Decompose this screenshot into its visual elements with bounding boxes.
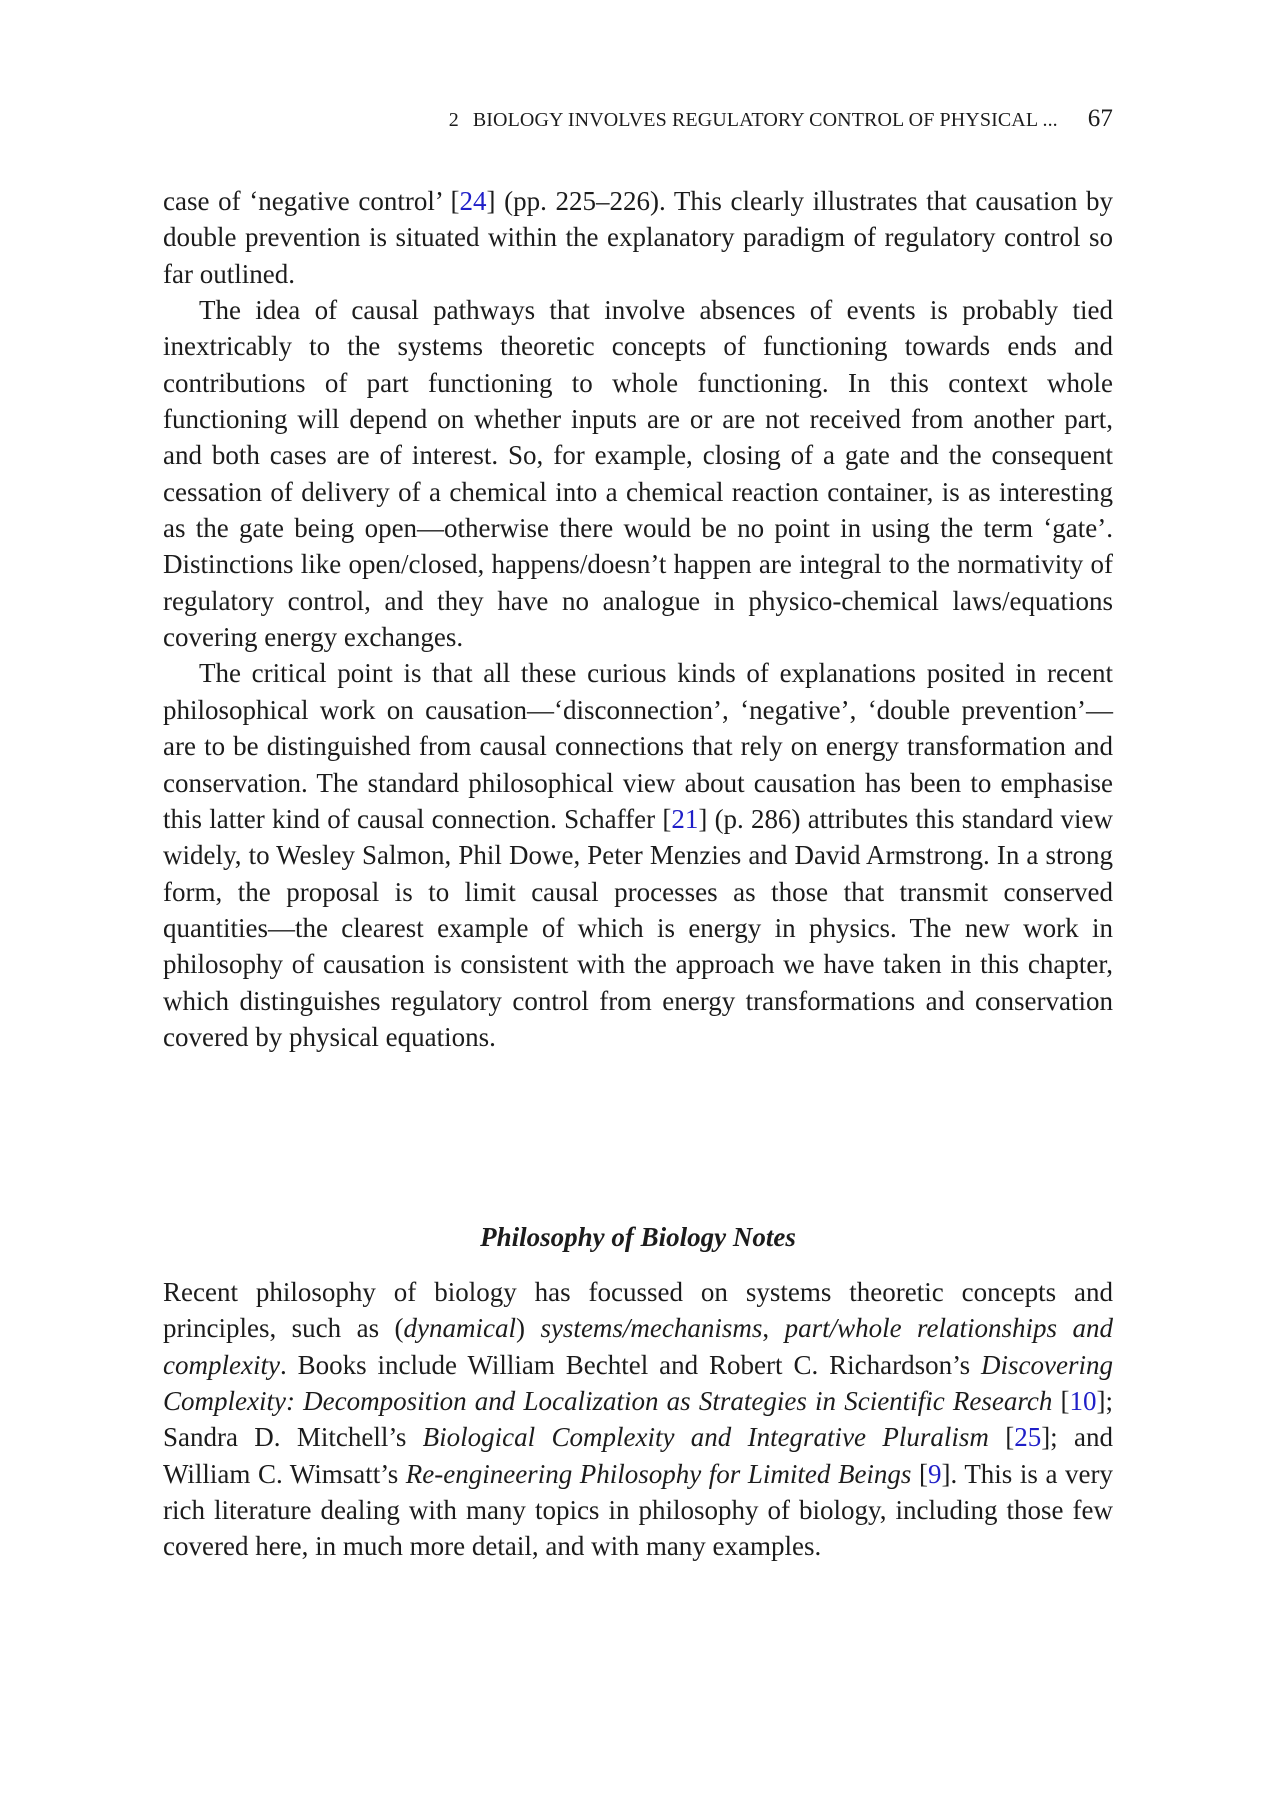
paragraph-3: The critical point is that all these curious kinds of explanations posited in recent philosophical work on causation—‘disconnection’, ‘negative’, ‘double prevention’—are to be distinguished from causal connections that rely on energy transformation and conservation. The standard philosophical view about causation has been to emphasise this latter kind of causal connection. Schaffer [21] (p. 286) attributes this standard view widely, to Wesley Salmon, Phil Dowe, Peter Menzies and David Armstrong. In a strong form, the proposal is to limit causal processes as those that transmit conserved quantities—the clearest example of which is energy in physics. The new work in philosophy of causation is consistent with the approach we have taken in this chapter, which distinguishes regulatory control from energy transformations and conservation covered by physical equations. bbox=[163, 658, 1113, 1052]
citation-link-9[interactable]: 9 bbox=[928, 1458, 942, 1489]
citation-link-10[interactable]: 10 bbox=[1069, 1386, 1097, 1417]
citation-link-24[interactable]: 24 bbox=[459, 186, 487, 216]
running-title: BIOLOGY INVOLVES REGULATORY CONTROL OF PHYSICAL ... bbox=[472, 109, 1058, 131]
main-body bbox=[163, 183, 1113, 1055]
paragraph-2: The idea of causal pathways that involve absences of events is probably tied inextricably to the systems theoretic concepts of functioning towards ends and contributions of part functioning to whole functioning. In this context whole functioning will depend on whether inputs are or are not received from another part, and both cases are of interest. So, for example, closing of a gate and the consequent cessation of delivery of a chemical into a chemical reaction container, is as interesting as the gate being open—otherwise there would be no point in using the term ‘gate’. Distinctions like open/closed, happens/doesn’t happen are integral to the normativity of regulatory control, and they have no analogue in physico-chemical laws/equations covering energy exchanges. bbox=[163, 295, 1113, 653]
citation-link-21[interactable]: 21 bbox=[671, 803, 699, 834]
running-header bbox=[163, 104, 1113, 135]
chapter-number: 2 bbox=[448, 109, 459, 131]
book-title-discovering-complexity: Discovering Complexity: Decomposition and Localization as Strategies in Scientific Research bbox=[163, 1349, 1113, 1417]
paragraph-1: case of ‘negative control’ [24] (pp. 225–226). This clearly illustrates that causation by double prevention is situated within the explanatory paradigm of regulatory control so far outlined. bbox=[163, 186, 1113, 289]
page-number: 67 bbox=[1087, 105, 1113, 132]
notes-paragraph: Recent philosophy of biology has focussed on systems theoretic concepts and principles, such as (dynamical) systems/mechanisms, part/whole relationships and complexity. Books include William Bechtel and Robert C. Richardson’s Discovering Complexity: Decomposition and Localization as Strategies in Scientific Research [10]; Sandra D. Mitchell’s Biological Complexity and Integrative Pluralism [25]; and William C. Wimsatt’s Re-engineering Philosophy for Limited Beings [9]. This is a very rich literature dealing with many topics in philosophy of biology, including those few covered here, in much more detail, and with many examples. bbox=[163, 1277, 1114, 1562]
notes-heading: Philosophy of Biology Notes bbox=[480, 1222, 796, 1252]
citation-link-25[interactable]: 25 bbox=[1014, 1422, 1042, 1453]
term-dynamical: dynamical bbox=[403, 1313, 516, 1344]
term-part-whole: part/whole relationships and complexity bbox=[163, 1313, 1113, 1380]
term-systems-mechanisms: systems/mechanisms bbox=[540, 1313, 763, 1344]
book-title-biological-complexity: Biological Complexity and Integrative Pluralism bbox=[422, 1422, 989, 1453]
notes-body bbox=[163, 1274, 1113, 1565]
book-title-re-engineering: Re-engineering Philosophy for Limited Beings bbox=[405, 1458, 912, 1489]
